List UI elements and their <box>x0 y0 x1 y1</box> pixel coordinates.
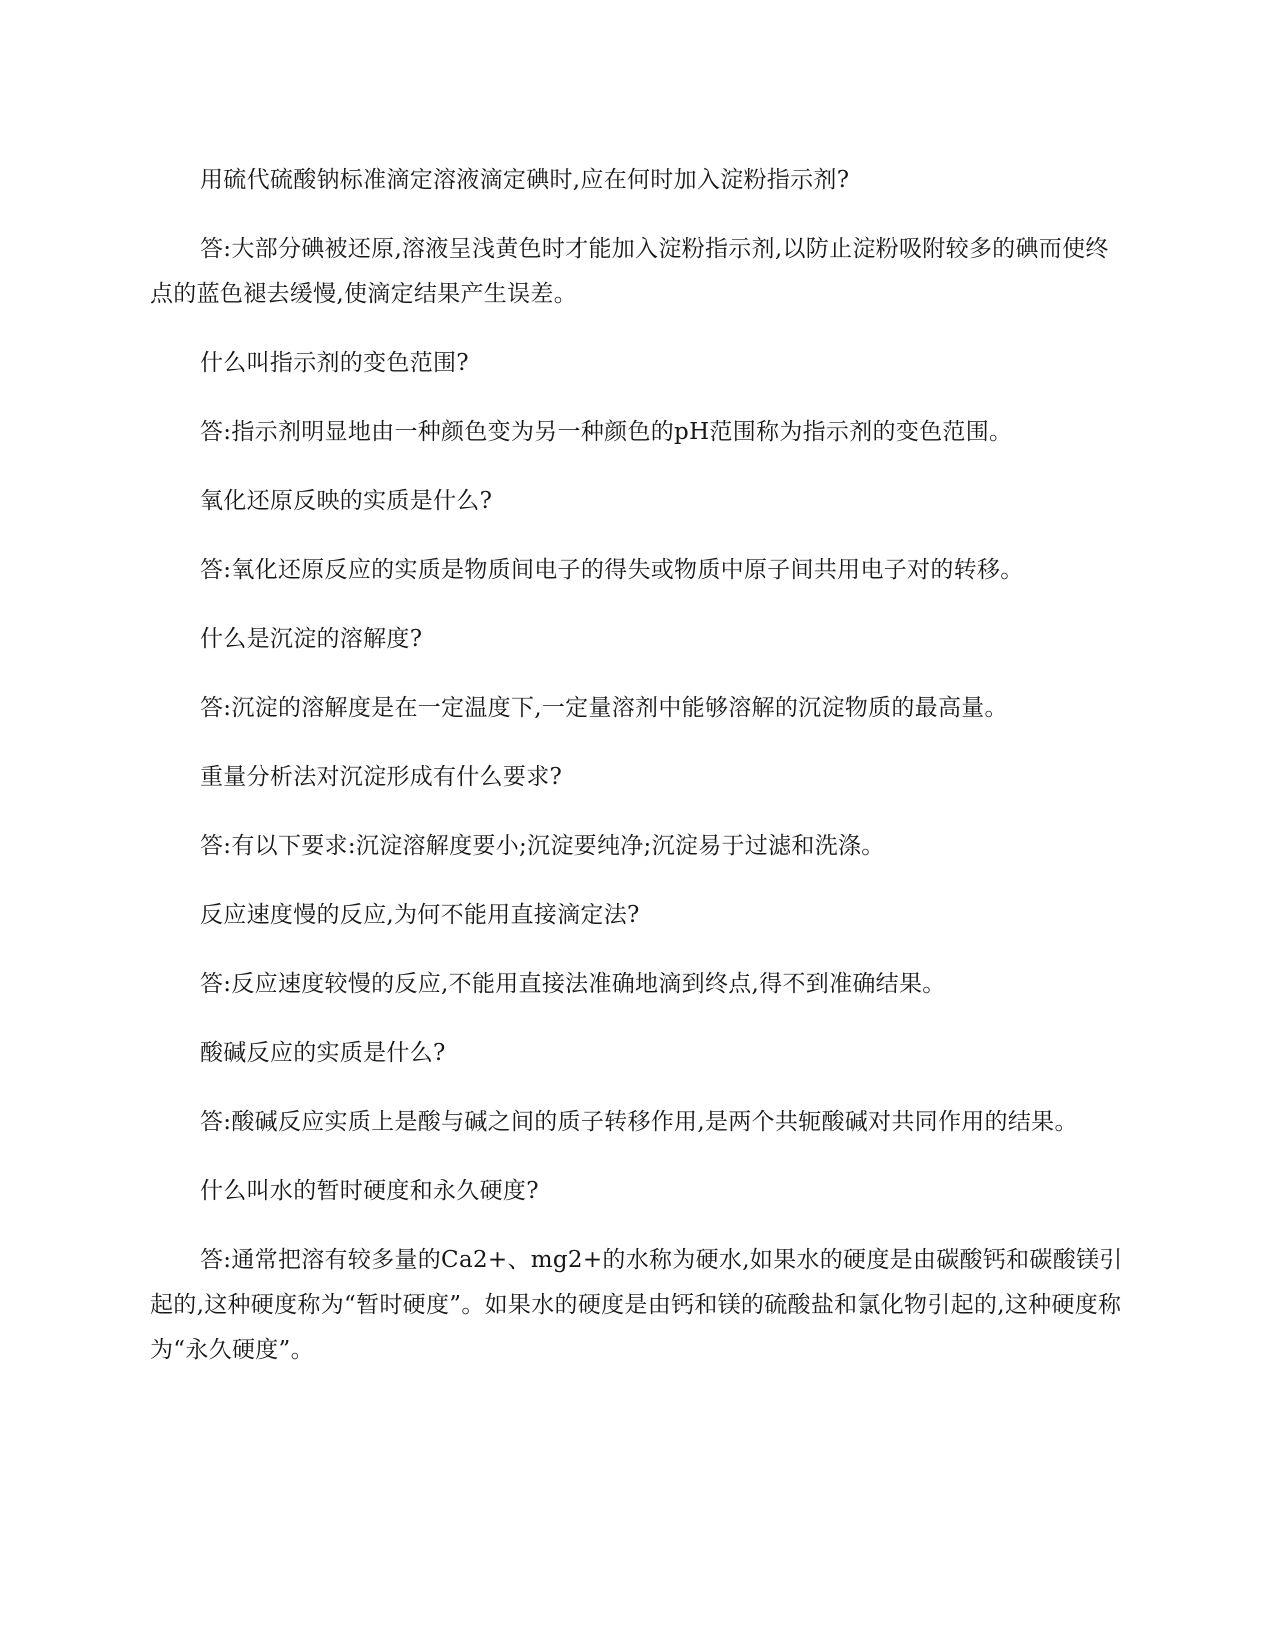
question-3: 氧化还原反映的实质是什么? <box>200 488 493 514</box>
answer-5: 答:有以下要求:沉淀溶解度要小;沉淀要纯净;沉淀易于过滤和洗涤。 <box>200 833 885 859</box>
answer-1: 答:大部分碘被还原,溶液呈浅黄色时才能加入淀粉指示剂,以防止淀粉吸附较多的碘而使终点的蓝色褪去缓慢,使滴定结果产生误差。 <box>150 236 1109 307</box>
question-2: 什么叫指示剂的变色范围? <box>200 350 469 376</box>
question-6: 反应速度慢的反应,为何不能用直接滴定法? <box>200 902 640 928</box>
answer-4: 答:沉淀的溶解度是在一定温度下,一定量溶剂中能够溶解的沉淀物质的最高量。 <box>200 695 1008 721</box>
document-body <box>150 158 1130 1397</box>
question-8: 什么叫水的暂时硬度和永久硬度? <box>200 1178 539 1204</box>
question-5: 重量分析法对沉淀形成有什么要求? <box>200 764 563 790</box>
answer-2: 答:指示剂明显地由一种颜色变为另一种颜色的pH范围称为指示剂的变色范围。 <box>200 419 1013 445</box>
answer-8: 答:通常把溶有较多量的Ca2+、mg2+的水称为硬水,如果水的硬度是由碳酸钙和碳酸镁引起的,这种硬度称为“暂时硬度”。如果水的硬度是由钙和镁的硫酸盐和氯化物引起的,这种硬度称为“永久硬度”。 <box>150 1247 1123 1363</box>
answer-7: 答:酸碱反应实质上是酸与碱之间的质子转移作用,是两个共轭酸碱对共同作用的结果。 <box>200 1109 1078 1135</box>
question-7: 酸碱反应的实质是什么? <box>200 1040 446 1066</box>
answer-6: 答:反应速度较慢的反应,不能用直接法准确地滴到终点,得不到准确结果。 <box>200 971 946 997</box>
answer-3: 答:氧化还原反应的实质是物质间电子的得失或物质中原子间共用电子对的转移。 <box>200 557 1024 583</box>
question-1: 用硫代硫酸钠标准滴定溶液滴定碘时,应在何时加入淀粉指示剂? <box>200 167 850 193</box>
question-4: 什么是沉淀的溶解度? <box>200 626 423 652</box>
